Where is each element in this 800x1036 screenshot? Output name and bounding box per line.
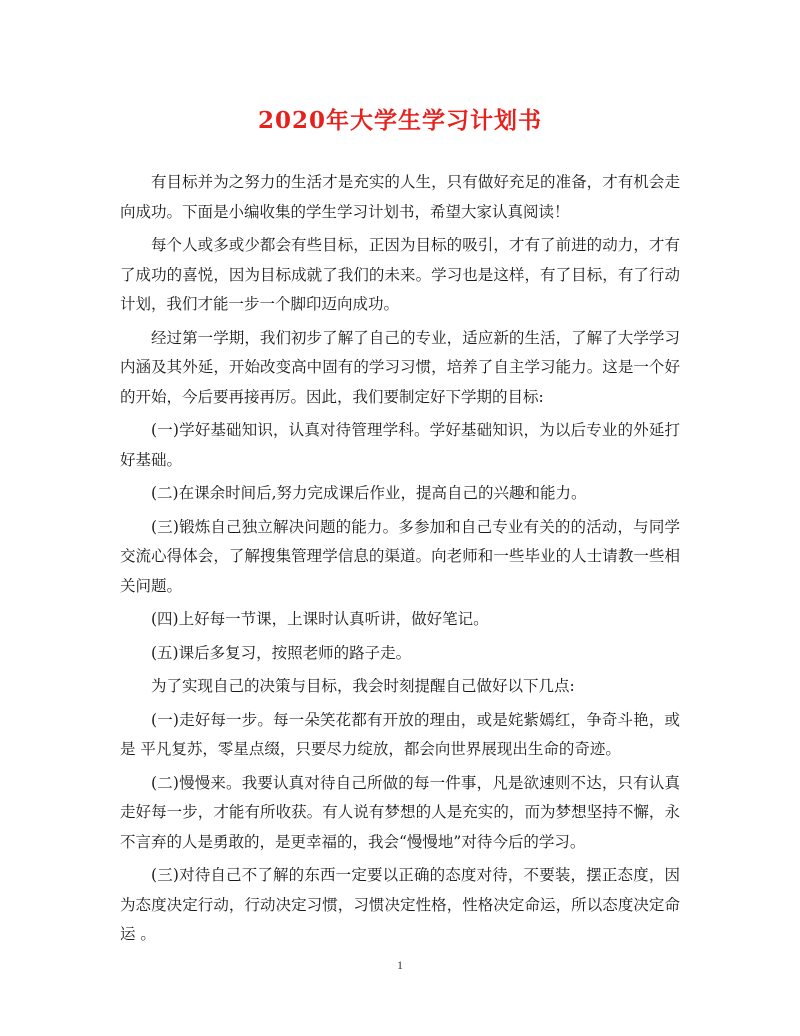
paragraph-point-3: (三)对待自己不了解的东西一定要以正确的态度对待，不要装，摆正态度，因为态度决定行动，行动决定习惯，习惯决定性格，性格决定命运，所以态度决定命运 。 — [120, 866, 680, 943]
paragraph-goals: 每个人或多或少都会有些目标，正因为目标的吸引，才有了前进的动力，才有了成功的喜悦，因为目标成就了我们的未来。学习也是这样，有了目标，有了行动计划，我们才能一步一个脚印迈向成功。 — [120, 236, 680, 313]
paragraph-goal-5: (五)课后多复习，按照老师的路子走。 — [151, 643, 412, 662]
page-number: 1 — [397, 958, 403, 972]
document-title: 2020年大学生学习计划书 — [257, 107, 542, 134]
paragraph-point-1: (一)走好每一步。每一朵笑花都有开放的理由，或是姹紫嫣红，争奇斗艳，或是 平凡复苏，零星点缀，只要尽力绽放，都会向世界展现出生命的奇迹。 — [120, 710, 680, 758]
paragraph-point-2: (二)慢慢来。我要认真对待自己所做的每一件事，凡是欲速则不达，只有认真走好每一步，才能有所收获。有人说有梦想的人是充实的，而为梦想坚持不懈，永不言弃的人是勇敢的，是更幸福的，我会“慢慢地”对待今后的学习。 — [120, 773, 680, 851]
paragraph-goal-3: (三)锻炼自己独立解决问题的能力。多参加和自己专业有关的的活动，与同学交流心得体会，了解搜集管理学信息的渠道。向老师和一些毕业的人士请教一些相关问题。 — [120, 517, 680, 595]
paragraph-goal-2: (二)在课余时间后,努力完成课后作业，提高自己的兴趣和能力。 — [151, 484, 587, 502]
document-body — [120, 168, 680, 954]
paragraph-points-intro: 为了实现自己的决策与目标，我会时刻提醒自己做好以下几点: — [151, 677, 575, 695]
paragraph-intro: 有目标并为之努力的生活才是充实的人生，只有做好充足的准备，才有机会走向成功。下面是小编收集的学生学习计划书，希望大家认真阅读！ — [120, 173, 680, 221]
paragraph-goal-4: (四)上好每一节课，上课时认真听讲，做好笔记。 — [151, 610, 489, 628]
paragraph-first-semester: 经过第一学期，我们初步了解了自己的专业，适应新的生活，了解了大学学习内涵及其外延，开始改变高中固有的学习习惯，培养了自主学习能力。这是一个好的开始，今后要再接再厉。因此，我们要制定好下学期的目标: — [120, 328, 680, 406]
paragraph-goal-1: (一)学好基础知识，认真对待管理学科。学好基础知识，为以后专业的外延打好基础。 — [120, 421, 680, 469]
